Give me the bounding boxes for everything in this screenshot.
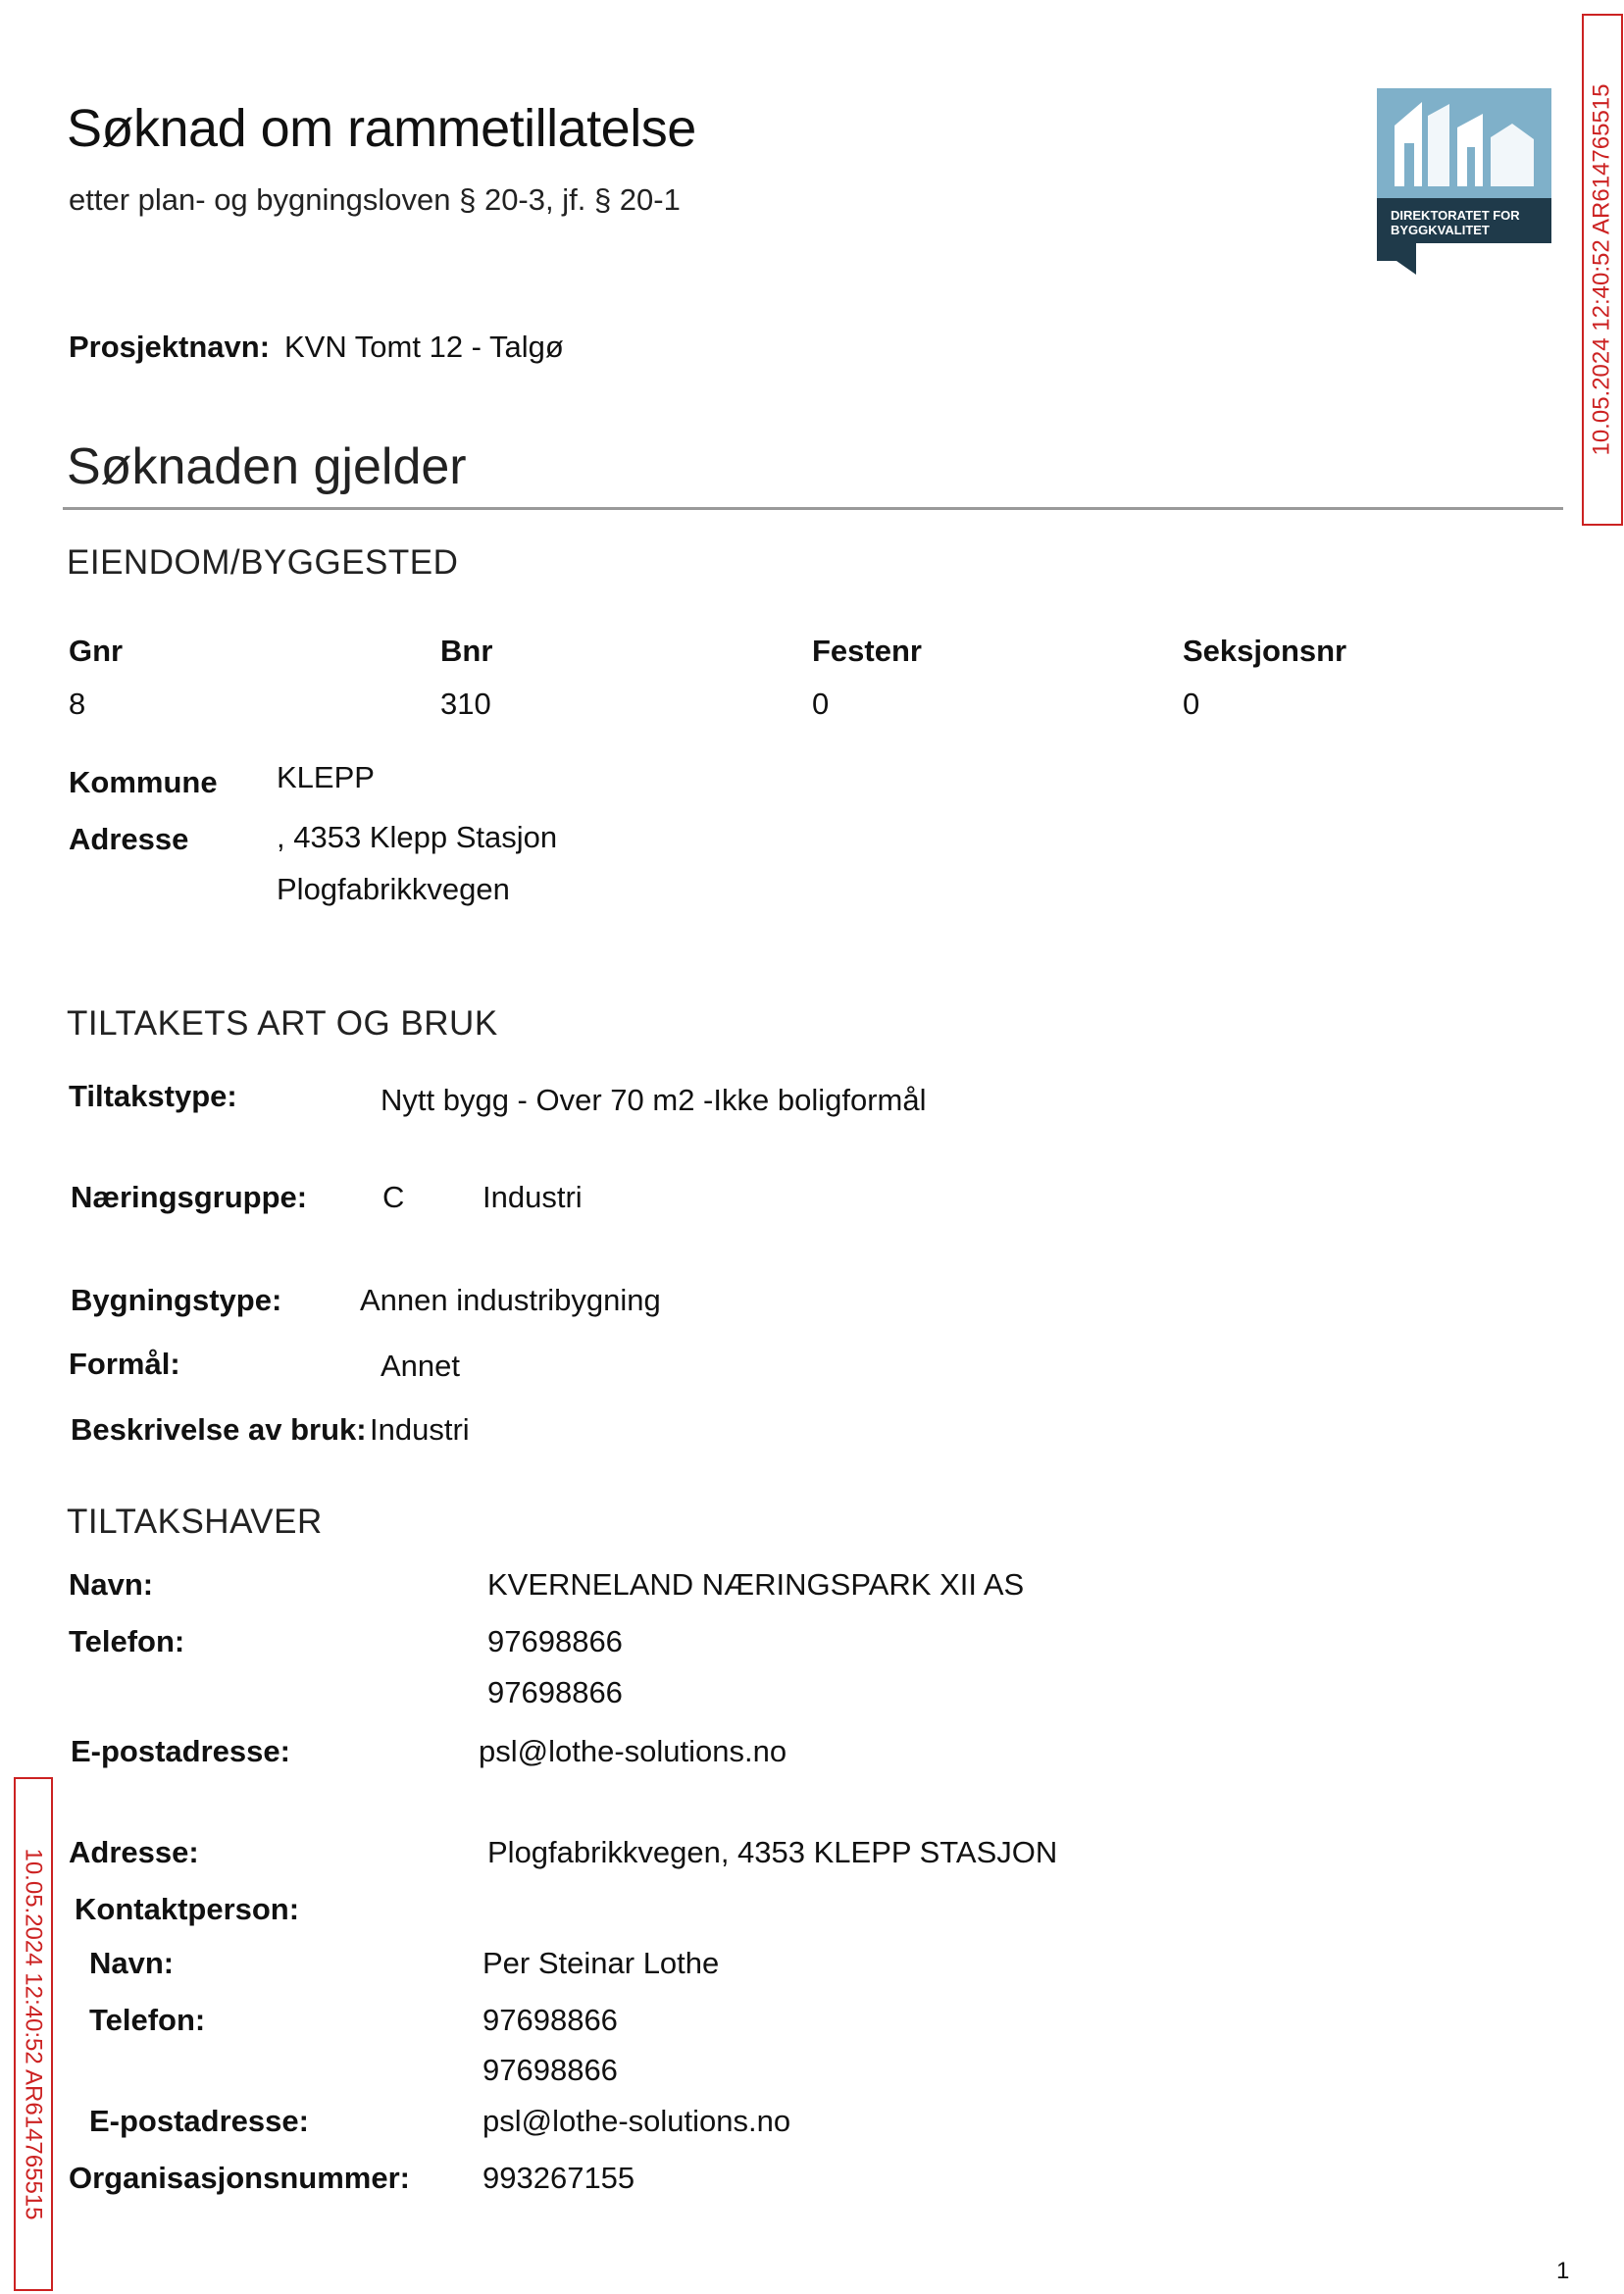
contact-navn-label: Navn: <box>89 1946 175 1980</box>
contact-person-label: Kontaktperson: <box>75 1892 300 1926</box>
beskrivelse-value: Industri <box>370 1412 470 1447</box>
owner-adresse-label: Adresse: <box>69 1835 199 1869</box>
adresse-line2: Plogfabrikkvegen <box>277 872 510 906</box>
tiltakstype-label: Tiltakstype: <box>69 1079 237 1113</box>
archive-stamp-text: 10.05.2024 12:40:52 AR614765515 <box>21 1848 47 2220</box>
subsection-heading-property: EIENDOM/BYGGESTED <box>67 543 459 582</box>
formal-label: Formål: <box>69 1347 180 1381</box>
bygningstype-value: Annen industribygning <box>360 1283 661 1317</box>
adresse-label: Adresse <box>69 822 189 856</box>
owner-epost-value: psl@lothe-solutions.no <box>479 1734 787 1768</box>
bnr-label: Bnr <box>440 634 493 668</box>
contact-navn-value: Per Steinar Lothe <box>482 1946 720 1980</box>
section-heading-applies: Søknaden gjelder <box>67 438 467 495</box>
kommune-label: Kommune <box>69 765 218 799</box>
project-name-label: Prosjektnavn: <box>69 330 271 364</box>
orgnr-value: 993267155 <box>482 2161 635 2195</box>
owner-navn-value: KVERNELAND NÆRINGSPARK XII AS <box>487 1567 1025 1602</box>
document-title: Søknad om rammetillatelse <box>67 99 696 158</box>
naeringsgruppe-label: Næringsgruppe: <box>71 1180 308 1214</box>
bnr-value: 310 <box>440 687 491 721</box>
contact-telefon-value-2: 97698866 <box>482 2053 618 2087</box>
document-subtitle: etter plan- og bygningsloven § 20-3, jf. § 20-1 <box>69 182 681 217</box>
naeringsgruppe-code: C <box>382 1180 405 1214</box>
archive-stamp-right <box>1582 14 1623 526</box>
owner-telefon-value-2: 97698866 <box>487 1675 623 1709</box>
owner-epost-label: E-postadresse: <box>71 1734 290 1768</box>
subsection-heading-measure: TILTAKETS ART OG BRUK <box>67 1004 498 1043</box>
owner-adresse-value: Plogfabrikkvegen, 4353 KLEPP STASJON <box>487 1835 1058 1869</box>
beskrivelse-label: Beskrivelse av bruk: <box>71 1412 367 1447</box>
adresse-line1: , 4353 Klepp Stasjon <box>277 820 558 854</box>
orgnr-label: Organisasjonsnummer: <box>69 2161 410 2195</box>
subsection-heading-owner: TILTAKSHAVER <box>67 1503 323 1541</box>
naeringsgruppe-value: Industri <box>482 1180 583 1214</box>
kommune-value: KLEPP <box>277 760 375 794</box>
owner-telefon-value-1: 97698866 <box>487 1624 623 1658</box>
owner-navn-label: Navn: <box>69 1567 154 1602</box>
contact-telefon-value-1: 97698866 <box>482 2003 618 2037</box>
dibk-logo-graphic <box>1377 88 1551 275</box>
dibk-logo-text: DIREKTORATET FOR BYGGKVALITET <box>1391 208 1520 237</box>
bygningstype-label: Bygningstype: <box>71 1283 282 1317</box>
gnr-label: Gnr <box>69 634 124 668</box>
seksjonsnr-label: Seksjonsnr <box>1183 634 1347 668</box>
archive-stamp-left <box>14 1777 53 2291</box>
archive-stamp-text: 10.05.2024 12:40:52 AR614765515 <box>1589 83 1615 456</box>
page-number: 1 <box>1556 2258 1570 2284</box>
festenr-value: 0 <box>812 687 830 721</box>
seksjonsnr-value: 0 <box>1183 687 1200 721</box>
tiltakstype-value: Nytt bygg - Over 70 m2 -Ikke boligformål <box>381 1083 927 1117</box>
owner-telefon-label: Telefon: <box>69 1624 185 1658</box>
dibk-logo <box>1377 88 1551 275</box>
festenr-label: Festenr <box>812 634 922 668</box>
contact-telefon-label: Telefon: <box>89 2003 206 2037</box>
section-divider <box>63 507 1563 510</box>
gnr-value: 8 <box>69 687 86 721</box>
formal-value: Annet <box>381 1349 461 1383</box>
project-name-value: KVN Tomt 12 - Talgø <box>284 330 564 364</box>
contact-epost-label: E-postadresse: <box>89 2104 309 2138</box>
contact-epost-value: psl@lothe-solutions.no <box>482 2104 791 2138</box>
